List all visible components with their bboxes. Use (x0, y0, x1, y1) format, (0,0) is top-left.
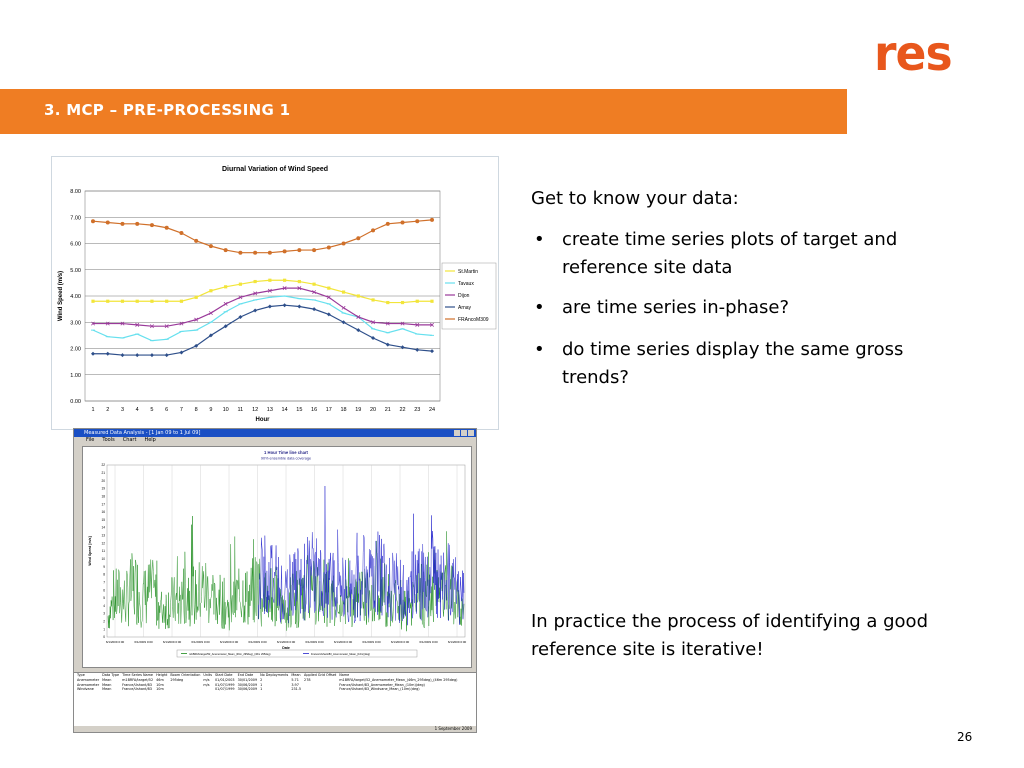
table-cell: 01/07/1999 (215, 682, 235, 687)
timeline-x-tick: 6/1/2009 0:00 (362, 640, 381, 644)
data-point (179, 231, 183, 235)
diurnal-chart (52, 157, 498, 429)
table-cell: 1 (260, 682, 263, 687)
table-header-cell: End Date (237, 673, 254, 677)
data-point (194, 239, 198, 243)
data-point (209, 244, 213, 248)
minimize-button[interactable] (454, 430, 460, 436)
timeline-chart (82, 446, 472, 668)
res-logo (874, 28, 952, 80)
x-axis-label: Hour (255, 417, 270, 423)
logo-text: res (874, 26, 952, 82)
table-header-cell: Units (203, 673, 213, 677)
table-cell: France/Ushant/83 (122, 682, 152, 687)
data-point (312, 248, 316, 252)
data-point (357, 294, 360, 297)
timeline-x-tick: 6/1/2009 0:00 (191, 640, 210, 644)
intro-text: Get to know your data: (531, 188, 739, 209)
table-cell (304, 687, 339, 692)
timeline-y-tick: 22 (101, 463, 105, 468)
table-cell: 3.97 (291, 682, 299, 687)
timeline-x-tick: 6/1/2009 0:00 (447, 640, 467, 644)
legend-entry: FRAncoM309 (458, 317, 489, 323)
y-axis-label: Wind Speed (m/s) (58, 270, 64, 322)
data-point (356, 236, 360, 240)
data-point (283, 249, 287, 253)
table-cell: Anemometer (77, 682, 100, 687)
x-tick-label: 4 (135, 407, 139, 413)
timeline-title: 1 Hour Time line chart (264, 450, 308, 455)
legend-entry: Arnay (458, 305, 472, 311)
data-point (401, 221, 405, 225)
table-cell (203, 687, 215, 692)
section-banner (0, 89, 847, 134)
table-cell: 1 (260, 687, 263, 692)
close-button[interactable] (468, 430, 474, 436)
data-point (371, 298, 374, 301)
bullet-1-marker: • (534, 229, 545, 250)
timeline-x-tick: 6/1/2009 0:00 (419, 640, 438, 644)
data-point (416, 300, 419, 303)
table-cell: 2 (260, 677, 263, 682)
table-header-cell: Name (339, 673, 350, 677)
data-point (120, 222, 124, 226)
data-point (165, 300, 168, 303)
x-tick-label: 13 (266, 407, 273, 413)
x-tick-label: 11 (237, 407, 244, 413)
timeline-y-tick: 5 (103, 596, 105, 601)
y-tick-label: 3.00 (70, 320, 81, 327)
timeline-x-tick: 6/1/2009 0:00 (305, 640, 324, 644)
data-point (327, 287, 330, 290)
data-point (91, 219, 95, 223)
data-point (150, 223, 154, 227)
timeline-y-tick: 12 (101, 541, 105, 546)
timeline-y-tick: 18 (101, 494, 105, 499)
timeline-y-tick: 13 (101, 533, 105, 538)
x-tick-label: 20 (369, 407, 377, 413)
x-tick-label: 3 (120, 407, 125, 413)
timeline-y-tick: 15 (101, 517, 105, 522)
data-point (165, 226, 169, 230)
table-cell: 5.71 (291, 677, 299, 682)
table-header-cell: Applied Grid Offset (304, 673, 337, 677)
status-text: 1 September 2009 (434, 726, 472, 731)
timeline-y-tick: 10 (101, 557, 105, 562)
table-header-cell: Data Type (102, 673, 120, 677)
timeline-x-label: Date (282, 646, 290, 650)
timeline-subtitle: 90% ensemble data coverage (260, 456, 312, 461)
timeline-x-tick: 6/1/2009 0:00 (276, 640, 296, 644)
menu-help[interactable]: Help (144, 437, 156, 443)
data-point (254, 280, 257, 283)
bullet-2-text: are time series in-phase? (562, 297, 790, 318)
menu-tools[interactable]: Tools (102, 437, 115, 443)
table-cell: 30/06/2009 (237, 687, 258, 692)
practice-note: In practice the process of identifying a good reference site is iterative! (531, 611, 928, 660)
table-cell: 01/01/2003 (215, 677, 235, 682)
data-point (195, 296, 198, 299)
timeline-legend-entry: France/Ushant/83_Anemometer_Mean_(10m)(deg) (311, 653, 371, 656)
data-point (386, 222, 390, 226)
table-cell: m1BRFA/target/52 (122, 677, 154, 682)
data-point (91, 300, 94, 303)
timeline-y-tick: 8 (103, 572, 105, 577)
table-header-cell: No Deployments (260, 673, 289, 677)
data-point (106, 300, 109, 303)
timeline-x-tick: 6/1/2009 0:00 (219, 640, 239, 644)
data-point (298, 280, 301, 283)
y-tick-label: 1.00 (70, 372, 81, 379)
timeline-y-tick: 2 (103, 619, 105, 624)
timeline-y-tick: 11 (101, 549, 105, 554)
x-tick-label: 17 (325, 407, 332, 413)
x-tick-label: 7 (179, 407, 183, 413)
table-cell: 30/06/2009 (237, 682, 258, 687)
data-point (180, 300, 183, 303)
data-point (224, 248, 228, 252)
x-tick-label: 2 (106, 407, 110, 413)
timeline-x-tick: 6/1/2009 0:00 (333, 640, 353, 644)
data-point (312, 283, 315, 286)
table-cell: France/Ushant/83 (122, 687, 152, 692)
app-titlebar (74, 429, 476, 437)
data-point (268, 279, 271, 282)
data-point (209, 289, 212, 292)
table-cell (170, 687, 203, 692)
table-row[interactable] (77, 687, 460, 692)
bullet-2-marker: • (534, 297, 545, 318)
timeline-y-tick: 19 (101, 486, 105, 491)
data-point (283, 279, 286, 282)
chart-title: Diurnal Variation of Wind Speed (221, 166, 329, 173)
y-tick-label: 8.00 (70, 189, 81, 195)
app-menubar (74, 437, 476, 444)
legend-entry: Dijon (458, 293, 470, 299)
data-point (415, 219, 419, 223)
table-cell: m1BRFA/target/52_Anemometer_Mean_(46m_295deg)_(46m 295deg) (339, 677, 458, 682)
x-tick-label: 12 (252, 407, 259, 413)
table-cell: 30/01/2009 (237, 677, 258, 682)
x-tick-label: 9 (209, 407, 213, 413)
timeline-y-tick: 0 (103, 635, 105, 640)
table-cell: m/s (203, 682, 210, 687)
timeline-x-tick: 6/1/2009 0:00 (134, 640, 153, 644)
timeline-x-tick: 6/1/2009 0:00 (390, 640, 410, 644)
table-header-cell: Start Date (215, 673, 233, 677)
y-tick-label: 4.00 (70, 294, 81, 300)
timeline-y-tick: 14 (101, 525, 105, 530)
bullet-3-marker: • (534, 339, 545, 360)
table-cell: 278 (304, 677, 311, 682)
bullet-1-text: create time series plots of target and reference site data (562, 229, 898, 278)
data-point (136, 300, 139, 303)
series-table (77, 673, 460, 692)
timeline-x-tick: 6/1/2009 0:00 (248, 640, 267, 644)
timeline-x-tick: 6/1/2009 0:00 (162, 640, 182, 644)
timeline-y-tick: 20 (101, 478, 105, 483)
table-header-cell: Boom Orientation (170, 673, 201, 677)
x-tick-label: 22 (399, 407, 406, 413)
y-tick-label: 0.00 (70, 399, 81, 405)
data-point (327, 245, 331, 249)
data-point (238, 251, 242, 255)
table-cell: Mean (102, 677, 112, 682)
menu-file[interactable]: File (86, 437, 95, 443)
data-point (239, 283, 242, 286)
section-title: 3. MCP – PRE-PROCESSING 1 (44, 101, 291, 119)
y-tick-label: 6.00 (70, 241, 81, 248)
table-header-cell: Height (156, 673, 168, 677)
data-point (121, 300, 124, 303)
table-cell: France/Ushant/83_Anemometer_Mean_(10m)(deg) (339, 682, 425, 687)
timeline-y-tick: 4 (103, 603, 105, 608)
table-cell: Windvane (77, 687, 94, 692)
data-point (401, 301, 404, 304)
data-point (150, 300, 153, 303)
timeline-y-label: Wind Speed [m/s] (88, 536, 92, 566)
table-cell: 295deg (170, 677, 184, 682)
x-tick-label: 23 (414, 407, 421, 413)
table-cell: 46m (156, 677, 164, 682)
timeline-y-tick: 21 (101, 471, 105, 476)
x-tick-label: 19 (355, 407, 362, 413)
table-cell: Anemometer (77, 677, 100, 682)
x-tick-label: 16 (311, 407, 318, 413)
timeline-y-tick: 3 (103, 611, 105, 616)
legend-entry: Tavaux (458, 281, 474, 287)
timeline-chart-svg (83, 447, 471, 667)
x-tick-label: 10 (222, 407, 229, 413)
x-tick-label: 18 (340, 407, 347, 413)
data-point (342, 242, 346, 246)
table-cell: Mean (102, 682, 112, 687)
data-point (371, 228, 375, 232)
timeline-y-tick: 9 (103, 564, 105, 569)
x-tick-label: 8 (194, 407, 198, 413)
y-tick-label: 2.00 (70, 346, 81, 353)
x-tick-label: 21 (384, 407, 391, 413)
table-cell: 231.5 (291, 687, 302, 692)
table-header-cell: Time Series Name (122, 673, 153, 677)
timeline-x-tick: 6/1/2009 0:00 (105, 640, 125, 644)
timeline-y-tick: 1 (103, 627, 105, 632)
page-number: 26 (957, 730, 973, 744)
table-cell: 01/07/1999 (215, 687, 235, 692)
x-tick-label: 6 (165, 407, 169, 413)
data-point (430, 300, 433, 303)
table-cell: 10m (156, 687, 164, 692)
data-point (297, 248, 301, 252)
table-cell: Mean (102, 687, 112, 692)
x-tick-label: 5 (150, 407, 154, 413)
app-title: Measured Data Analysis - [1 Jan 09 to 1 Jul 09] (84, 430, 201, 436)
legend-entry: St.Martin (458, 269, 479, 275)
data-table (74, 672, 476, 729)
bullet-3-text: do time series display the same gross trends? (562, 339, 904, 388)
table-header-cell: Mean (291, 673, 301, 677)
timeline-legend-entry: m1BRFA/target/52_Anemometer_Mean_(46m_295deg)_(46m 295deg) (189, 653, 271, 656)
timeline-y-tick: 16 (101, 510, 105, 515)
x-tick-label: 24 (428, 407, 436, 413)
data-point (106, 221, 110, 225)
data-point (386, 301, 389, 304)
data-point (253, 251, 257, 255)
timeline-y-tick: 7 (103, 580, 105, 585)
app-window (73, 428, 477, 733)
timeline-y-tick: 6 (103, 588, 105, 593)
data-point (135, 222, 139, 226)
y-tick-label: 7.00 (70, 215, 81, 222)
menu-chart[interactable]: Chart (122, 437, 137, 443)
timeline-y-tick: 17 (101, 502, 105, 507)
status-bar (74, 726, 476, 732)
data-point (224, 285, 227, 288)
y-tick-label: 5.00 (70, 267, 81, 274)
diurnal-chart-svg (52, 157, 498, 429)
data-point (342, 290, 345, 293)
data-point (430, 218, 434, 222)
table-cell: m/s (203, 677, 210, 682)
data-point (268, 251, 272, 255)
maximize-button[interactable] (461, 430, 467, 436)
table-cell: 10m (156, 682, 164, 687)
table-cell: France/Ushant/83_Windvane_Mean_(10m)(deg) (339, 687, 420, 692)
x-tick-label: 14 (281, 407, 288, 413)
x-tick-label: 15 (296, 407, 303, 413)
x-tick-label: 1 (91, 407, 95, 413)
table-header-cell: Type (77, 673, 85, 677)
